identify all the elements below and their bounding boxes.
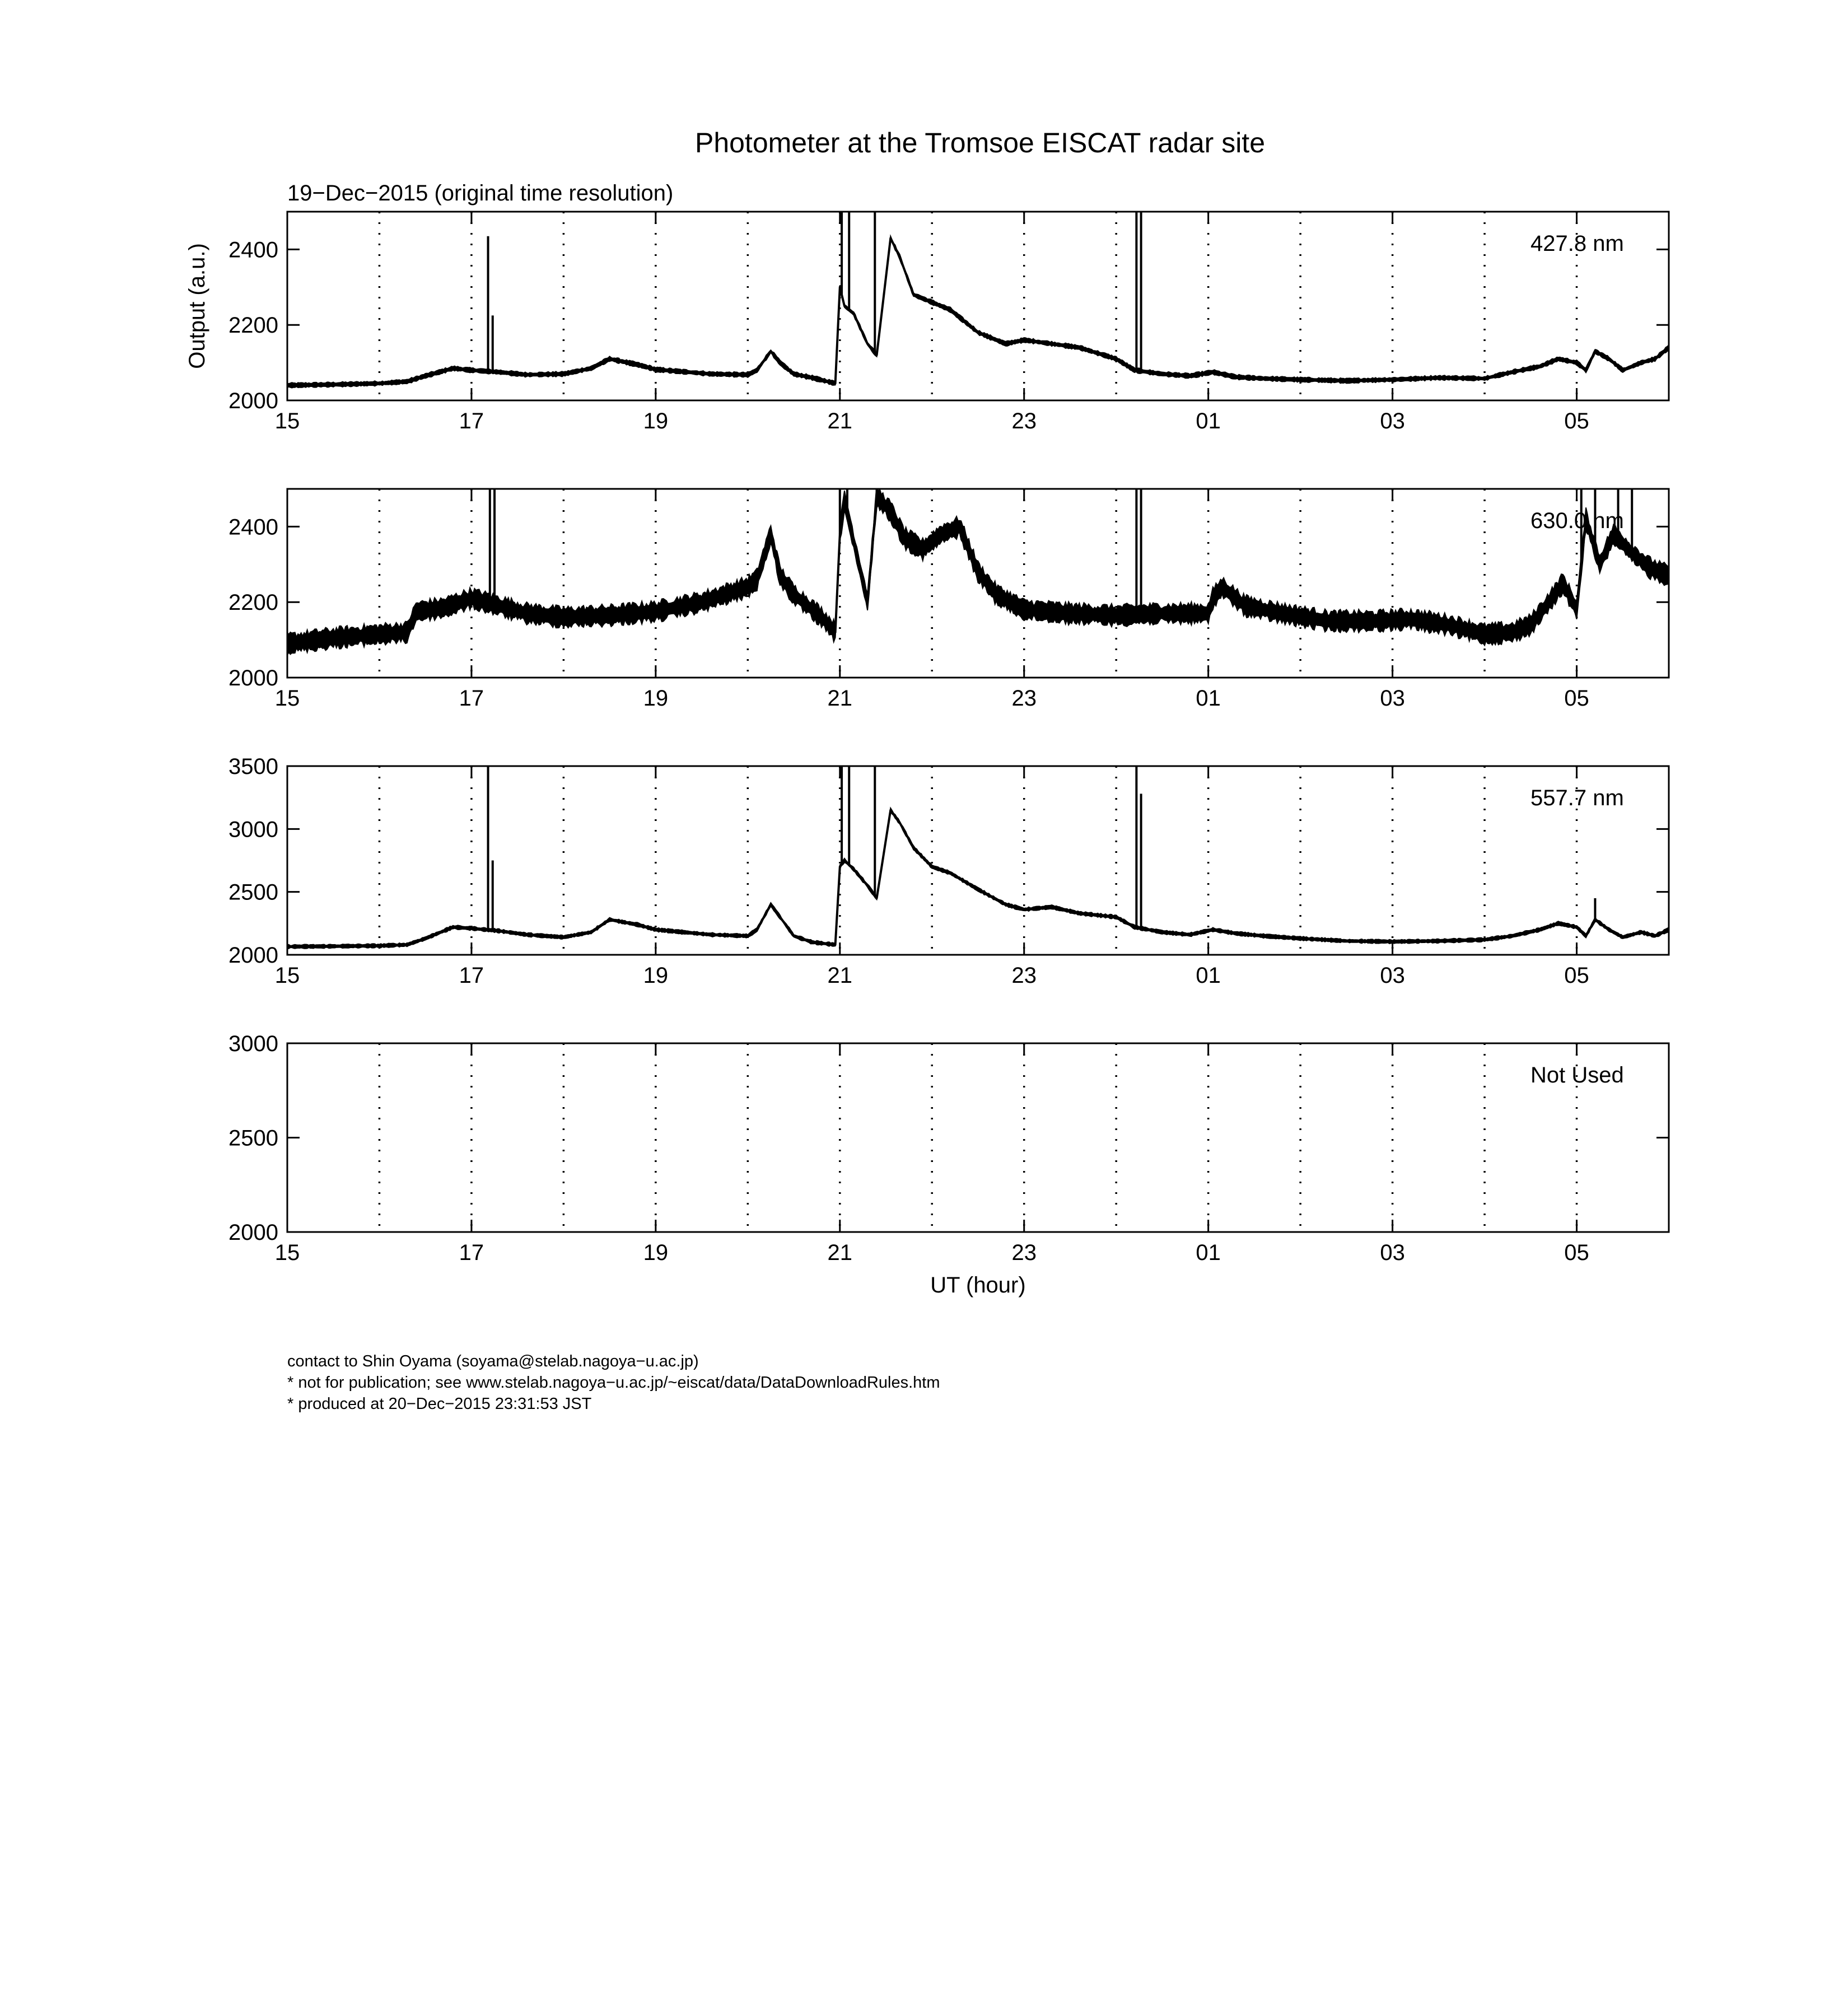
figure-title: Photometer at the Tromsoe EISCAT radar site	[694, 127, 1266, 158]
x-tick-label: 05	[1564, 1240, 1589, 1265]
x-tick-label: 17	[459, 963, 484, 988]
x-tick-label: 15	[274, 1240, 300, 1265]
x-tick-label: 03	[1380, 409, 1405, 433]
footer-line-produced: * produced at 20−Dec−2015 23:31:53 JST	[287, 1395, 592, 1413]
plot-frame	[287, 1043, 1669, 1232]
x-tick-label: 05	[1564, 409, 1589, 433]
x-tick-label: 05	[1564, 686, 1589, 711]
x-tick-label: 01	[1196, 686, 1221, 711]
wavelength-label: 427.8 nm	[1530, 231, 1624, 256]
x-tick-label: 21	[827, 1240, 853, 1265]
x-tick-label: 21	[827, 963, 853, 988]
x-tick-label: 05	[1564, 963, 1589, 988]
y-tick-label: 2400	[228, 237, 278, 263]
x-tick-label: 23	[1011, 963, 1037, 988]
x-tick-label: 17	[459, 409, 484, 433]
y-tick-label: 2500	[228, 880, 278, 905]
y-tick-label: 2000	[228, 389, 278, 413]
x-tick-label: 23	[1011, 409, 1037, 433]
y-tick-label: 3500	[228, 754, 278, 779]
footer-line-contact: contact to Shin Oyama (soyama@stelab.nagoya−u.ac.jp)	[287, 1352, 699, 1370]
x-axis-label: UT (hour)	[930, 1273, 1026, 1298]
panels	[185, 212, 1669, 1298]
y-tick-label: 2000	[228, 1220, 278, 1245]
x-tick-label: 03	[1380, 1240, 1405, 1265]
y-tick-label: 2200	[228, 313, 278, 338]
x-tick-label: 21	[827, 409, 853, 433]
wavelength-label: 630.0 nm	[1530, 508, 1624, 533]
y-tick-label: 2400	[228, 515, 278, 540]
series-band	[287, 236, 1669, 388]
panel-1	[185, 212, 1669, 433]
x-tick-label: 17	[459, 686, 484, 711]
x-tick-label: 15	[274, 686, 300, 711]
x-tick-label: 03	[1380, 963, 1405, 988]
x-tick-label: 21	[827, 686, 853, 711]
plot-area	[287, 766, 1669, 949]
x-tick-label: 01	[1196, 409, 1221, 433]
wavelength-label: 557.7 nm	[1530, 786, 1624, 810]
plot-area	[287, 212, 1669, 388]
panel-3	[228, 754, 1669, 988]
y-tick-label: 3000	[228, 817, 278, 842]
footer	[287, 1352, 940, 1413]
y-tick-label: 3000	[228, 1032, 278, 1056]
series-band	[287, 808, 1669, 949]
plot-area	[287, 485, 1669, 655]
wavelength-label: Not Used	[1530, 1063, 1624, 1088]
x-tick-label: 23	[1011, 1240, 1037, 1265]
y-tick-label: 2500	[228, 1126, 278, 1151]
footer-line-rules: * not for publication; see www.stelab.nagoya−u.ac.jp/~eiscat/data/DataDownloadRules.htm	[287, 1374, 940, 1392]
y-tick-label: 2000	[228, 666, 278, 690]
y-tick-label: 2200	[228, 590, 278, 615]
series-line	[287, 810, 1669, 947]
series-line	[287, 238, 1669, 385]
x-tick-label: 01	[1196, 1240, 1221, 1265]
x-tick-label: 19	[643, 686, 669, 711]
y-axis-label: Output (a.u.)	[185, 243, 209, 369]
x-tick-label: 19	[643, 1240, 669, 1265]
x-tick-label: 17	[459, 1240, 484, 1265]
x-tick-label: 19	[643, 963, 669, 988]
x-tick-label: 15	[274, 409, 300, 433]
plot-frame	[287, 766, 1669, 955]
panel-4	[228, 1032, 1669, 1298]
x-tick-label: 01	[1196, 963, 1221, 988]
figure-subtitle: 19−Dec−2015 (original time resolution)	[287, 181, 674, 206]
x-tick-label: 15	[274, 963, 300, 988]
x-tick-label: 23	[1011, 686, 1037, 711]
x-tick-label: 03	[1380, 686, 1405, 711]
y-tick-label: 2000	[228, 943, 278, 968]
panel-2	[228, 485, 1669, 711]
x-tick-label: 19	[643, 409, 669, 433]
